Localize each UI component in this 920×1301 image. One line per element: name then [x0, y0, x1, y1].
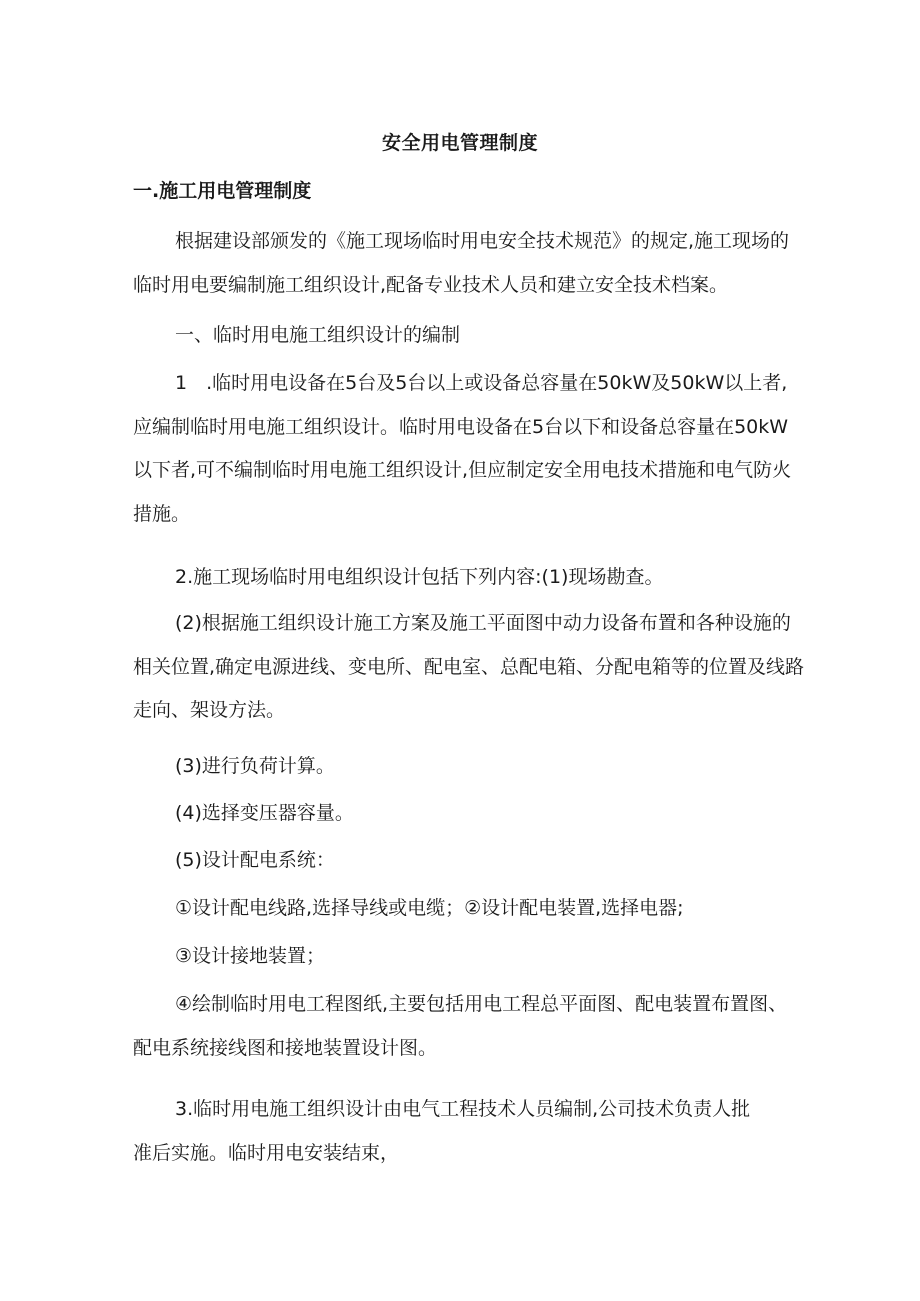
paragraph-item-2-3: (3)进行负荷计算。: [175, 755, 335, 777]
paragraph-item-1: 1 .临时用电设备在5台及5台以上或设备总容量在50kW及50kW以上者,应编制临时用电施工组织设计。临时用电设备在5台以下和设备总容量在50kW以下者,可不编制临时用电施工组织设计,但应制定安全用电技术措施和电气防火措施。: [133, 372, 792, 525]
paragraph-item-2-4: (4)选择变压器容量。: [175, 802, 354, 824]
paragraph-sub-4: ④绘制临时用电工程图纸,主要包括用电工程总平面图、配电装置布置图、配电系统接线图和接地装置设计图。: [133, 993, 788, 1059]
paragraph-subheading: 一、临时用电施工组织设计的编制: [175, 324, 461, 346]
section-heading: 一.施工用电管理制度: [133, 180, 312, 202]
paragraph-sub-3: ③设计接地装置；: [175, 945, 326, 967]
paragraph-item-2-5: (5)设计配电系统：: [175, 849, 335, 871]
paragraph-item-2-2: (2)根据施工组织设计施工方案及施工平面图中动力设备布置和各种设施的相关位置,确定电源进线、变电所、配电室、总配电箱、分配电箱等的位置及线路走向、架设方法。: [133, 612, 805, 721]
document-title: 安全用电管理制度: [381, 132, 538, 154]
paragraph-item-2: 2.施工现场临时用电组织设计包括下列内容:(1)现场勘查。: [175, 566, 664, 588]
paragraph-item-3: 3.临时用电施工组织设计由电气工程技术人员编制,公司技术负责人批准后实施。临时用电安装结束，: [133, 1098, 751, 1164]
paragraph-sub-1-2: ①设计配电线路,选择导线或电缆；②设计配电装置,选择电器;: [175, 897, 684, 919]
paragraph-intro: 根据建设部颁发的《施工现场临时用电安全技术规范》的规定,施工现场的临时用电要编制施工组织设计,配备专业技术人员和建立安全技术档案。: [133, 230, 790, 296]
